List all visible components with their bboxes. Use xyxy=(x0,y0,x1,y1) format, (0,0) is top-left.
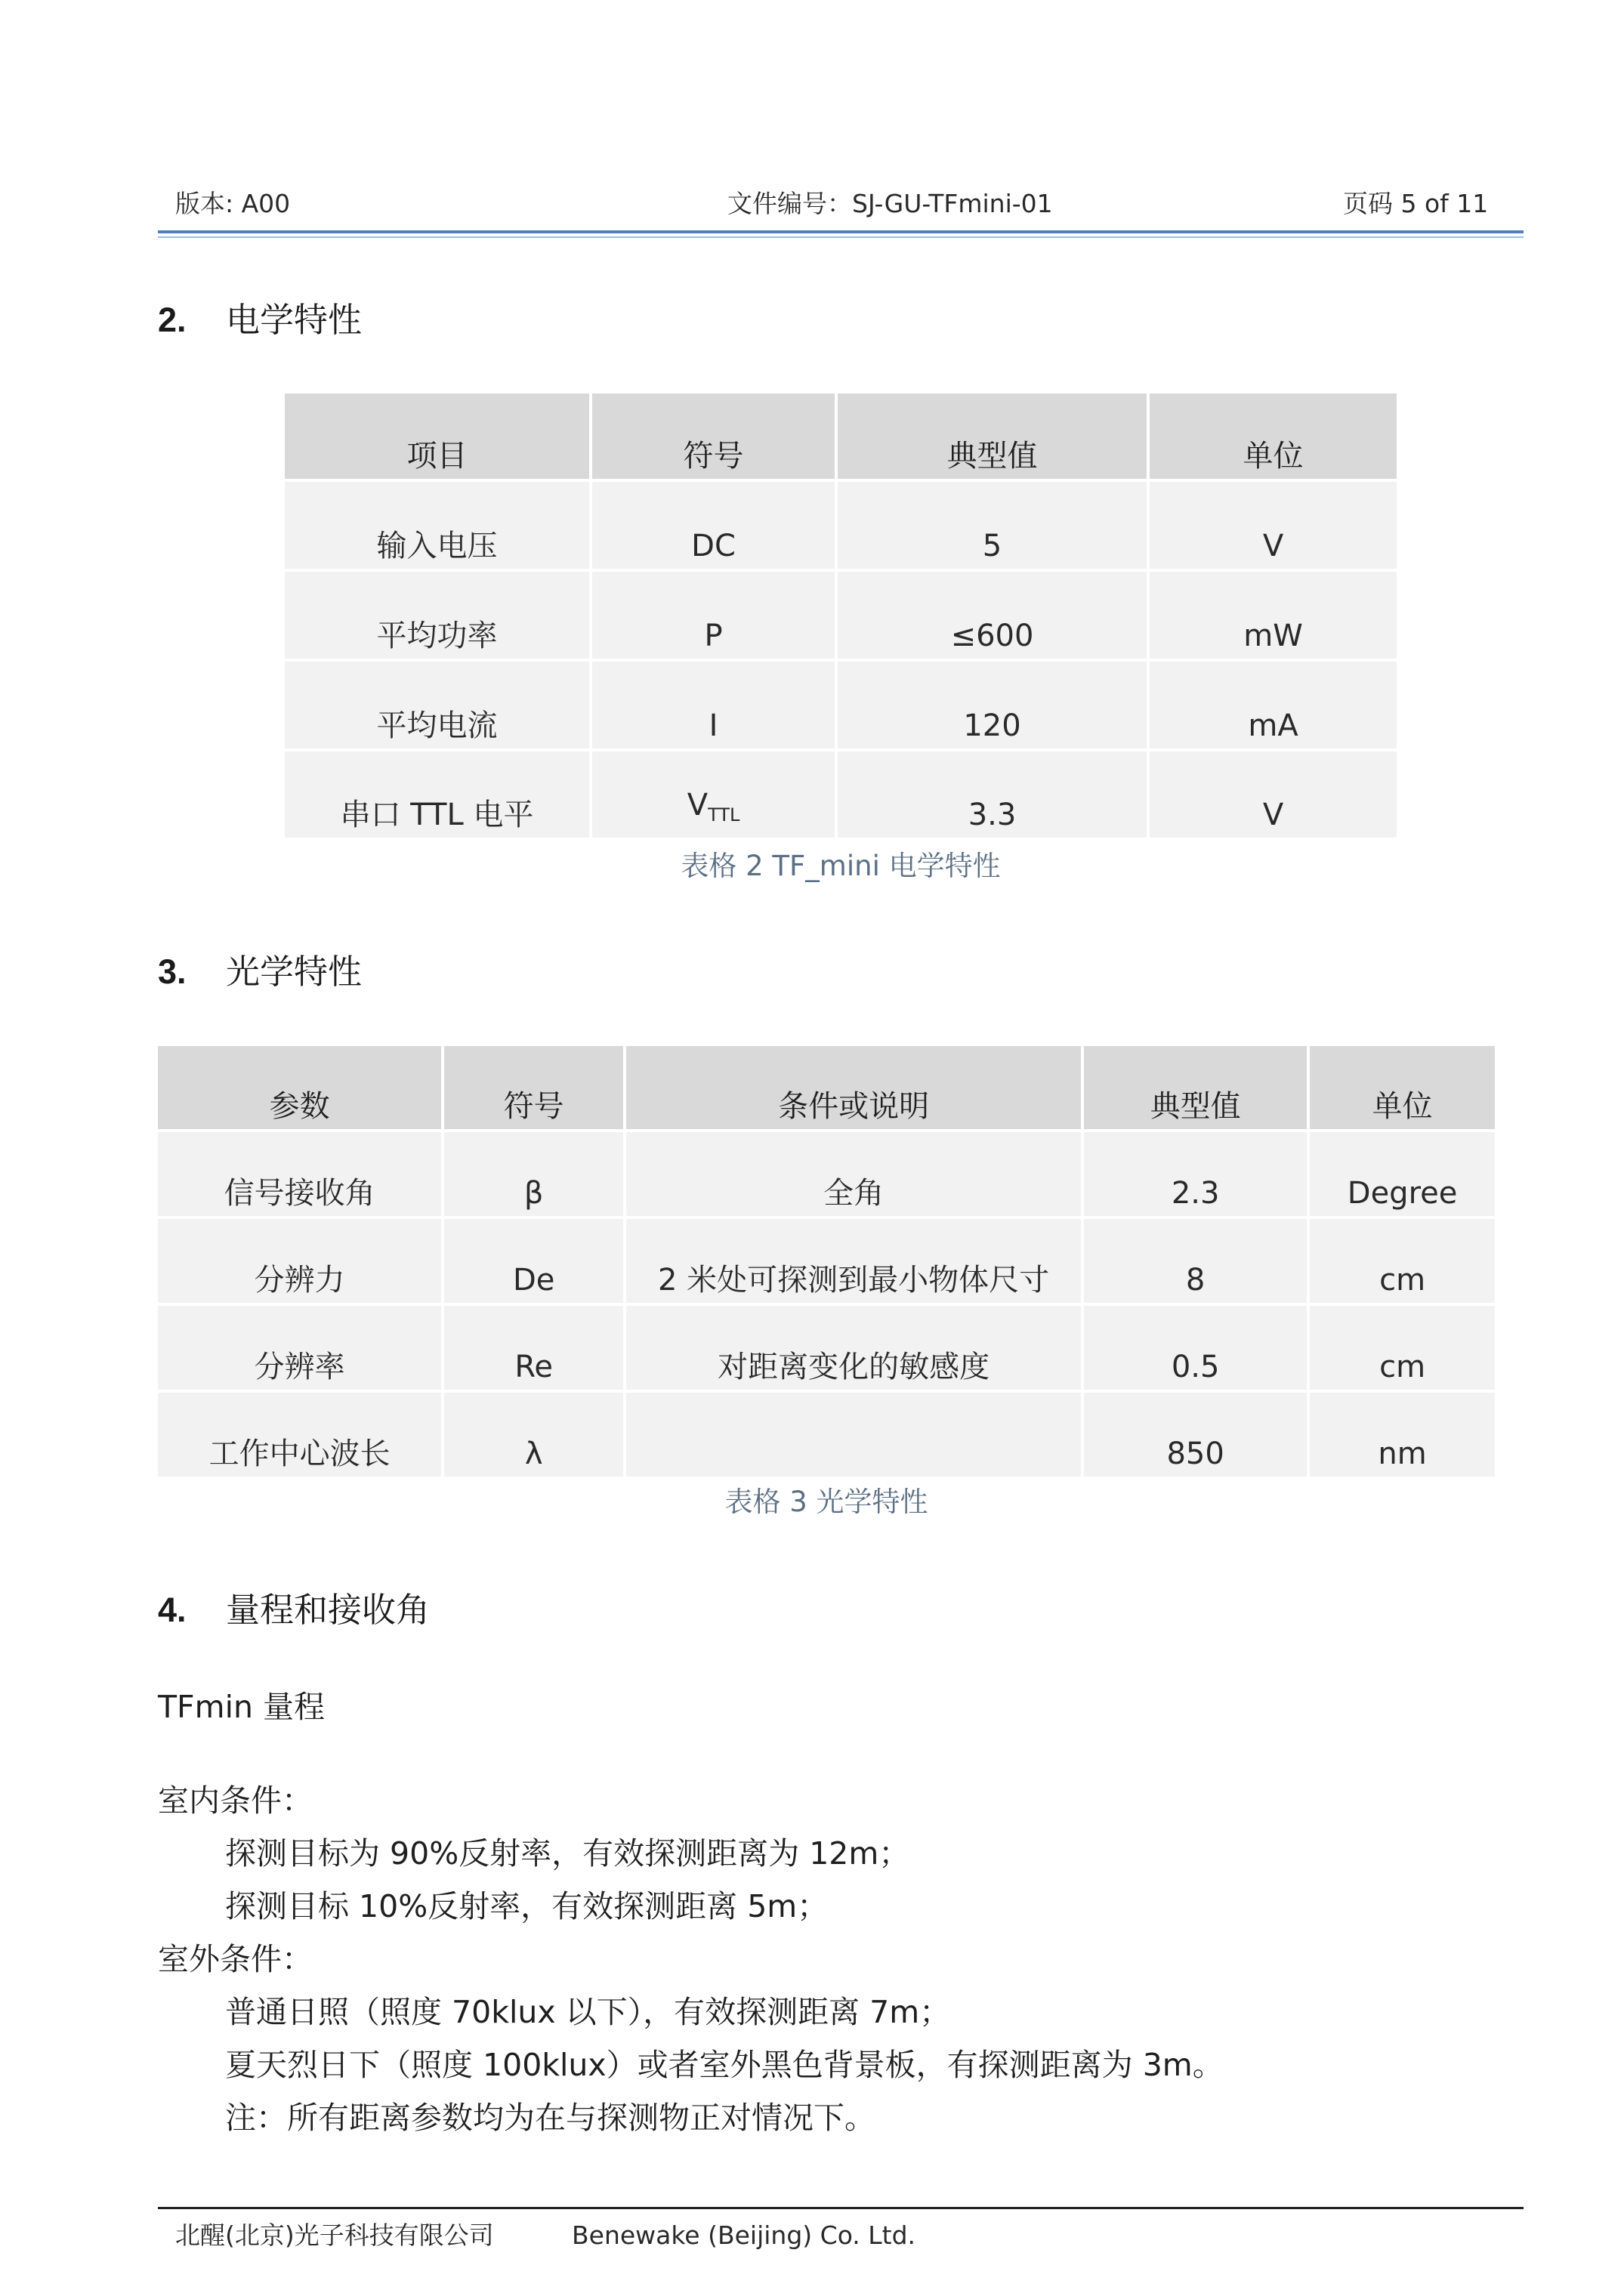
table-row xyxy=(285,751,1397,838)
symbol-main: V xyxy=(687,788,709,822)
cell-unit: nm xyxy=(1310,1393,1495,1477)
header-document-number: 文件编号：SJ-GU-TFmini-01 xyxy=(727,189,1053,218)
outdoor-item: 夏天烈日下（照度 100klux）或者室外黑色背景板，有探测距离为 3m。 xyxy=(225,2047,1224,2083)
cell-item: 输入电压 xyxy=(285,482,589,569)
column-header: 典型值 xyxy=(838,393,1147,479)
cell-value: 120 xyxy=(838,662,1147,748)
column-header: 条件或说明 xyxy=(626,1046,1081,1129)
indoor-item: 探测目标为 90%反射率，有效探测距离为 12m； xyxy=(225,1835,910,1872)
cell-symbol: De xyxy=(444,1219,623,1303)
range-note: 注：所有距离参数均为在与探测物正对情况下。 xyxy=(225,2100,875,2136)
cell-unit: mW xyxy=(1150,572,1397,659)
footer-rule xyxy=(158,2207,1524,2209)
section-title: 电学特性 xyxy=(226,300,363,340)
cell-symbol: Re xyxy=(444,1306,623,1390)
cell-value: 8 xyxy=(1084,1219,1307,1303)
cell-symbol: DC xyxy=(592,482,835,569)
range-subtitle: TFmin 量程 xyxy=(158,1689,325,1725)
column-header: 参数 xyxy=(158,1046,441,1129)
cell-condition: 对距离变化的敏感度 xyxy=(626,1306,1081,1390)
table-row xyxy=(158,1132,1495,1216)
header-page-number: 页码 5 of 11 xyxy=(1343,189,1489,218)
cell-condition: 全角 xyxy=(626,1132,1081,1216)
cell-value: 5 xyxy=(838,482,1147,569)
cell-unit: V xyxy=(1150,482,1397,569)
column-header: 符号 xyxy=(444,1046,623,1129)
cell-unit: Degree xyxy=(1310,1132,1495,1216)
outdoor-item: 普通日照（照度 70klux 以下），有效探测距离 7m； xyxy=(225,1994,951,2030)
cell-symbol: I xyxy=(592,662,835,748)
footer-company-english: Benewake (Beijing) Co. Ltd. xyxy=(572,2220,916,2250)
cell-unit: V xyxy=(1150,751,1397,838)
electrical-characteristics-table xyxy=(282,390,1400,841)
cell-param: 工作中心波长 xyxy=(158,1393,441,1477)
cell-item: 串口 TTL 电平 xyxy=(285,751,589,838)
section-number: 3. xyxy=(158,952,187,991)
cell-item: 平均电流 xyxy=(285,662,589,748)
section-heading-electrical xyxy=(158,299,362,341)
column-header: 项目 xyxy=(285,393,589,479)
cell-value: 0.5 xyxy=(1084,1306,1307,1390)
cell-symbol: P xyxy=(592,572,835,659)
header-rule xyxy=(158,230,1524,233)
cell-symbol xyxy=(592,751,835,838)
cell-value: 850 xyxy=(1084,1393,1307,1477)
section-heading-range xyxy=(158,1589,430,1631)
footer-company-chinese: 北醒(北京)光子科技有限公司 xyxy=(175,2220,494,2250)
cell-condition: 2 米处可探测到最小物体尺寸 xyxy=(626,1219,1081,1303)
cell-unit: cm xyxy=(1310,1306,1495,1390)
cell-value: 2.3 xyxy=(1084,1132,1307,1216)
cell-condition xyxy=(626,1393,1081,1477)
indoor-conditions-label: 室内条件： xyxy=(158,1782,313,1819)
section-title: 光学特性 xyxy=(226,952,363,992)
cell-value: 3.3 xyxy=(838,751,1147,838)
cell-value: ≤600 xyxy=(838,572,1147,659)
section-number: 2. xyxy=(158,301,187,339)
column-header: 符号 xyxy=(592,393,835,479)
table-row xyxy=(285,662,1397,748)
section-title: 量程和接收角 xyxy=(226,1590,431,1630)
table-row xyxy=(158,1219,1495,1303)
cell-symbol: λ xyxy=(444,1393,623,1477)
table-row xyxy=(285,572,1397,659)
section-number: 4. xyxy=(158,1591,187,1629)
table-caption-optical: 表格 3 光学特性 xyxy=(724,1486,928,1518)
optical-characteristics-table xyxy=(155,1043,1498,1480)
column-header: 单位 xyxy=(1150,393,1397,479)
table-row xyxy=(158,1306,1495,1390)
cell-unit: cm xyxy=(1310,1219,1495,1303)
table-header-row xyxy=(285,393,1397,479)
header-rule-thin xyxy=(158,236,1524,238)
table-row xyxy=(158,1393,1495,1477)
table-caption-electrical: 表格 2 TF_mini 电学特性 xyxy=(681,850,1001,882)
header-version: 版本: A00 xyxy=(175,189,291,218)
indoor-item: 探测目标 10%反射率，有效探测距离 5m； xyxy=(225,1888,829,1924)
symbol-subscript: TTL xyxy=(708,804,740,826)
section-heading-optical xyxy=(158,951,362,993)
column-header: 单位 xyxy=(1310,1046,1495,1129)
cell-param: 分辨率 xyxy=(158,1306,441,1390)
cell-item: 平均功率 xyxy=(285,572,589,659)
table-header-row xyxy=(158,1046,1495,1129)
column-header: 典型值 xyxy=(1084,1046,1307,1129)
cell-symbol: β xyxy=(444,1132,623,1216)
cell-param: 信号接收角 xyxy=(158,1132,441,1216)
outdoor-conditions-label: 室外条件： xyxy=(158,1941,313,1977)
table-row xyxy=(285,482,1397,569)
cell-param: 分辨力 xyxy=(158,1219,441,1303)
cell-unit: mA xyxy=(1150,662,1397,748)
